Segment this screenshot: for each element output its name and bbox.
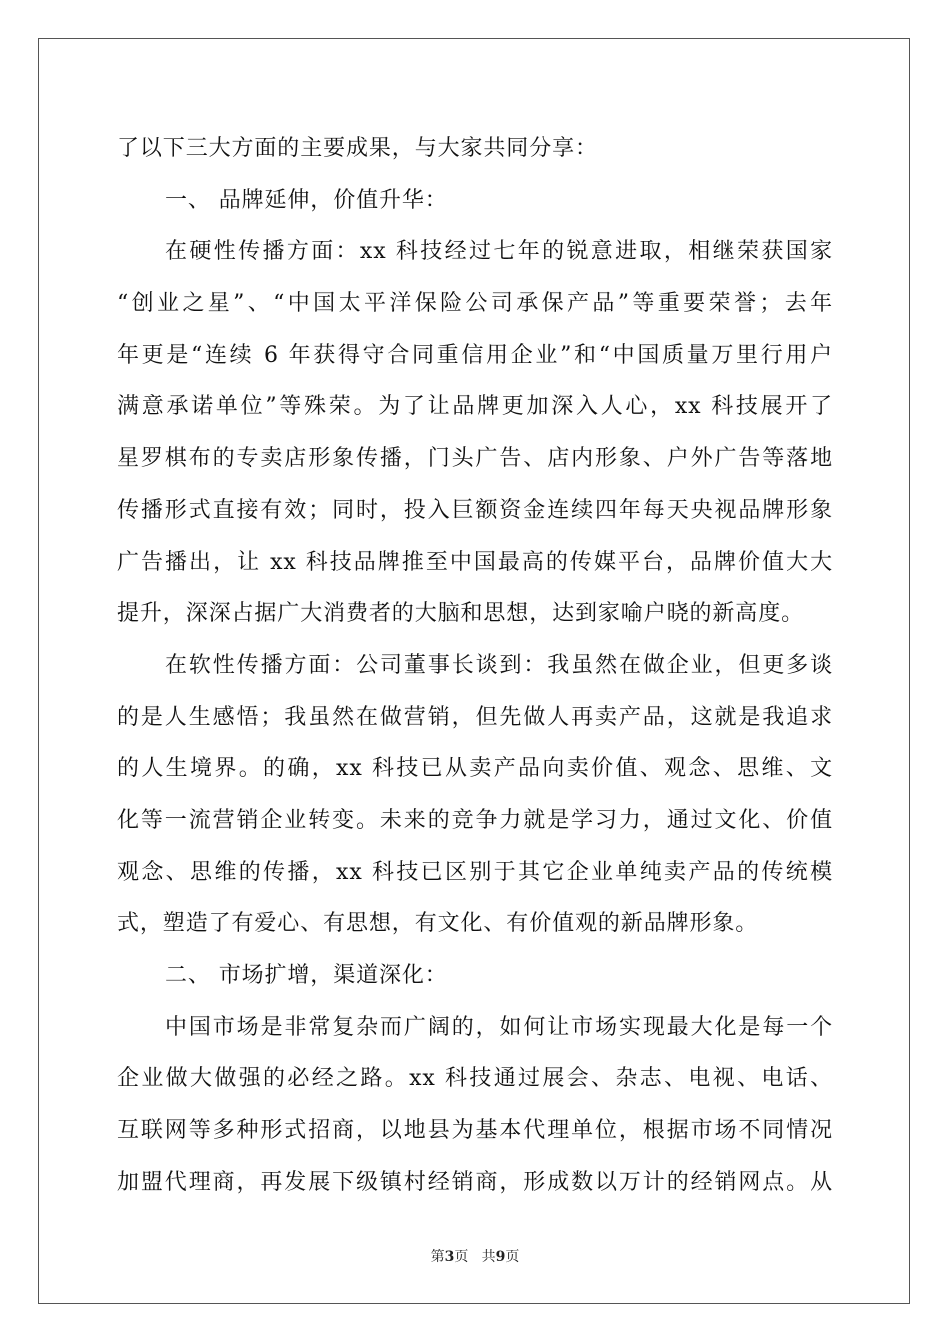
section-heading: 二、 市场扩增，渠道深化： [165,963,448,988]
text-line: 广告播出，让 xx 科技品牌推至中国最高的传媒平台，品牌价值大大 [117,549,833,575]
text-line: “创业之星”、“中国太平洋保险公司承保产品”等重要荣誉；去年 [117,291,833,317]
page-label-prefix: 第 [430,1249,445,1265]
text-line: 了以下三大方面的主要成果，与大家共同分享： [117,136,598,161]
text-line: 加盟代理商，再发展下级镇村经销商，形成数以万计的经销网点。从 [117,1169,833,1195]
text-line: 观念、思维的传播，xx 科技已区别于其它企业单纯卖产品的传统模 [117,859,833,885]
text-line: 年更是“连续 6 年获得守合同重信用企业”和“中国质量万里行用户 [117,342,833,368]
text-line: 在软性传播方面：公司董事长谈到：我虽然在做企业，但更多谈 [165,652,833,678]
text-line: 互联网等多种形式招商，以地县为基本代理单位，根据市场不同情况 [117,1118,833,1144]
text-line: 在硬性传播方面：xx 科技经过七年的锐意进取，相继荣获国家 [165,239,833,265]
text-line: 式，塑造了有爱心、有思想，有文化、有价值观的新品牌形象。 [117,911,759,937]
text-line: 的人生境界。的确，xx 科技已从卖产品向卖价值、观念、思维、文 [117,756,833,782]
text-line: 化等一流营销企业转变。未来的竞争力就是学习力，通过文化、价值 [117,807,833,833]
section-heading: 一、 品牌延伸，价值升华： [165,187,448,213]
text-line: 满意承诺单位”等殊荣。为了让品牌更加深入人心，xx 科技展开了 [117,394,833,420]
total-label-suffix: 页 [505,1249,520,1265]
text-line: 企业做大做强的必经之路。xx 科技通过展会、杂志、电视、电话、 [117,1066,833,1092]
text-line: 中国市场是非常复杂而广阔的，如何让市场实现最大化是每一个 [165,1014,833,1040]
text-line: 提升，深深占据广大消费者的大脑和思想，达到家喻户晓的新高度。 [117,601,805,627]
text-line: 的是人生感悟；我虽然在做营销，但先做人再卖产品，这就是我追求 [117,704,833,730]
page-footer [0,1246,950,1266]
total-label-prefix: 共 [481,1249,496,1265]
document-body [117,123,833,1208]
total-pages: 9 [495,1249,506,1265]
page-label-suffix: 页 [454,1249,469,1265]
page-number: 3 [444,1249,455,1265]
text-line: 传播形式直接有效；同时，投入巨额资金连续四年每天央视品牌形象 [117,497,833,523]
text-line: 星罗棋布的专卖店形象传播，门头广告、店内形象、户外广告等落地 [117,446,833,472]
